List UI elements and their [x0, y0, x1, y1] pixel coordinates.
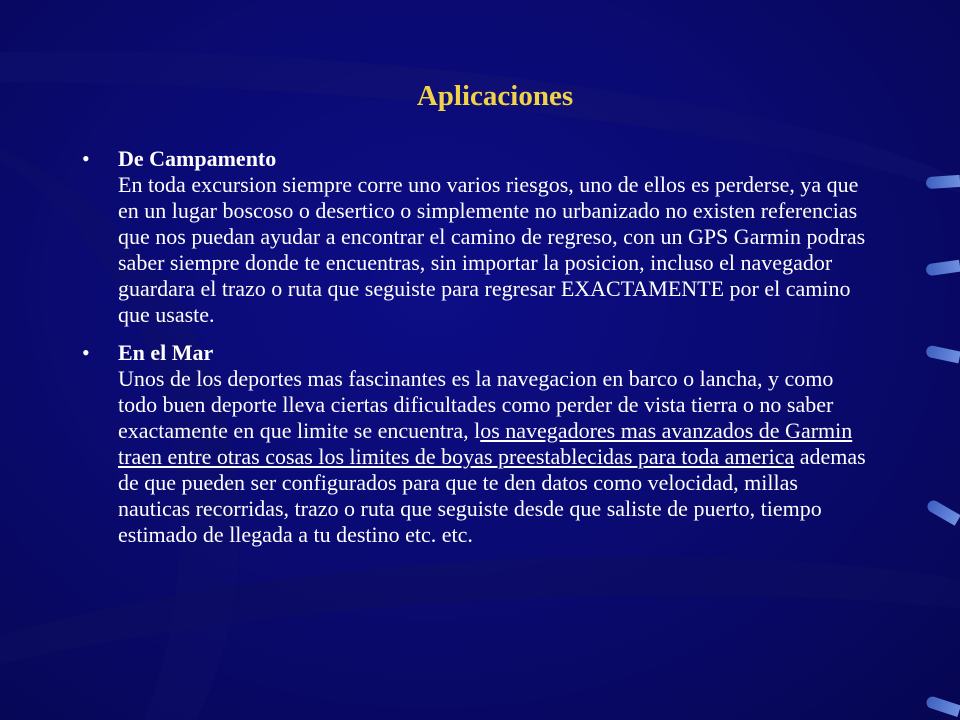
bullet-heading: De Campamento — [118, 146, 277, 171]
bullet-item-camping — [80, 146, 870, 328]
edge-accent-mark — [926, 175, 960, 189]
edge-accent-mark — [925, 695, 960, 717]
bullet-body: En toda excursion siempre corre uno varios riesgos, uno de ellos es perderse, ya que en un lugar boscoso o desertico o simplemente no urbanizado no existen referencias que nos puedan ayudar a encontrar el camino de regreso, con un GPS Garmin podras saber siempre donde te encuentras, sin importar la posicion, incluso el navegador guardara el trazo o ruta que seguiste para regresar EXACTAMENTE por el camino que usaste. — [118, 172, 866, 327]
bullet-dot-icon: • — [82, 340, 90, 365]
bullet-body-text: Unos de los deportes mas fascinantes es la navegacion en barco o lancha, y como todo buen deporte lleva ciertas dificultades como perder de vista tierra o no saber exactamente en que limite se encuentra, l — [118, 366, 834, 443]
bullet-list — [80, 146, 870, 560]
slide-title: Aplicaciones — [416, 80, 574, 112]
bullet-body-text: ademas de que pueden ser configurados para que te den datos como velocidad, millas nauticas recorridas, trazo o ruta que seguiste desde que saliste de puerto, tiempo estimado de llegada a tu destino etc. etc. — [118, 444, 866, 547]
bullet-dot-icon: • — [82, 146, 90, 171]
edge-accent-mark — [925, 345, 960, 364]
garmin-buoy-limits-link[interactable]: os navegadores mas avanzados de Garmin traen entre otras cosas los limites de boyas preestablecidas para toda america — [118, 418, 853, 469]
bullet-body — [118, 366, 870, 548]
bullet-heading: En el Mar — [118, 340, 214, 365]
edge-accent-mark — [925, 260, 960, 277]
bullet-item-sea — [80, 340, 870, 548]
edge-accent-mark — [925, 498, 960, 525]
